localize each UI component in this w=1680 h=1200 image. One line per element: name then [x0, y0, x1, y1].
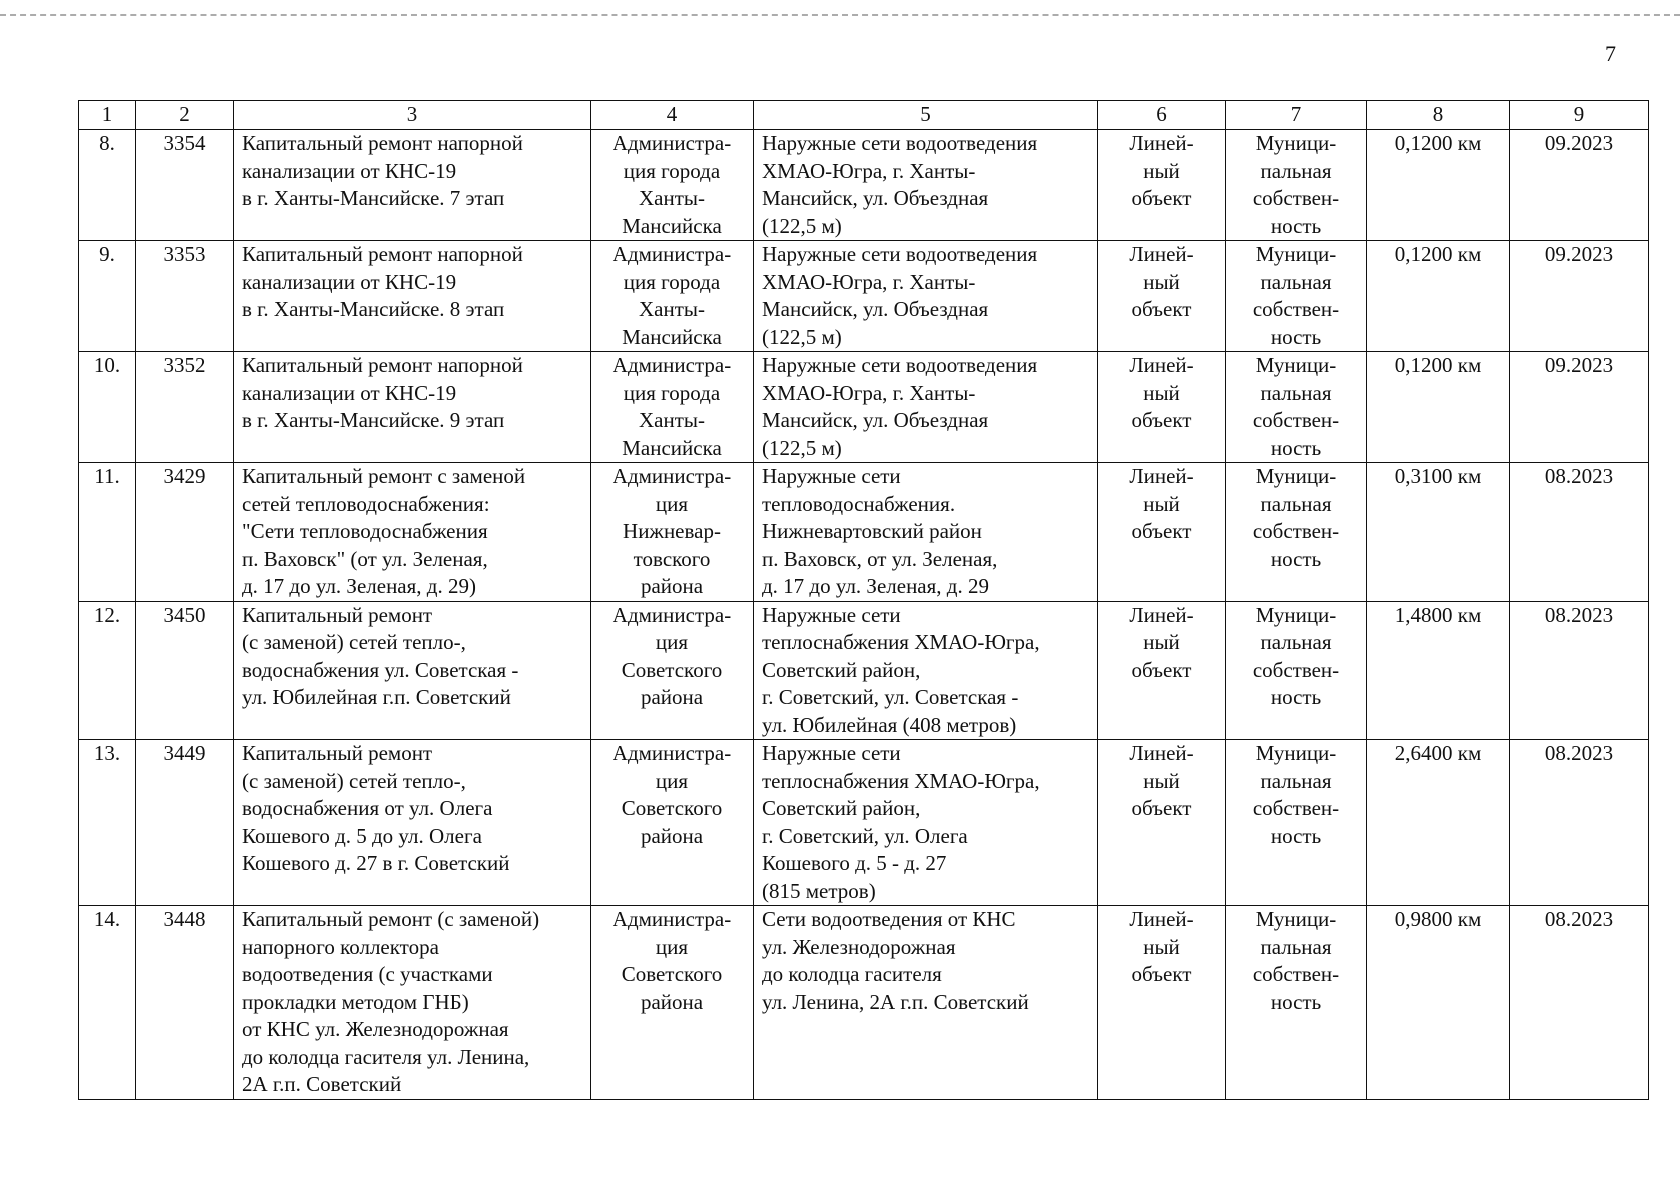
object-length: 2,6400 км [1367, 740, 1510, 906]
ownership-type: Муници- пальная собствен- ность [1226, 906, 1367, 1100]
row-number: 11. [79, 463, 136, 602]
column-header: 1 [79, 101, 136, 130]
row-number: 14. [79, 906, 136, 1100]
object-id: 3352 [136, 352, 234, 463]
page-number: 7 [1605, 41, 1616, 66]
column-header: 6 [1098, 101, 1226, 130]
object-name: Капитальный ремонт (с заменой) сетей тепло-, водоснабжения от ул. Олега Кошевого д. 5 до ул. Олега Кошевого д. 27 в г. Советский [234, 740, 591, 906]
completion-date: 08.2023 [1510, 601, 1649, 740]
object-id: 3429 [136, 463, 234, 602]
ownership-type: Муници- пальная собствен- ность [1226, 352, 1367, 463]
table-row [79, 352, 1649, 463]
completion-date: 08.2023 [1510, 740, 1649, 906]
object-name: Капитальный ремонт с заменой сетей тепловодоснабжения: "Сети тепловодоснабжения п. Ваховск" (от ул. Зеленая, д. 17 до ул. Зеленая, д. 29) [234, 463, 591, 602]
ownership-type: Муници- пальная собствен- ность [1226, 241, 1367, 352]
object-address: Наружные сети водоотведения ХМАО-Югра, г. Ханты- Мансийск, ул. Объездная (122,5 м) [754, 130, 1098, 241]
object-type: Линей- ный объект [1098, 352, 1226, 463]
object-type: Линей- ный объект [1098, 241, 1226, 352]
completion-date: 09.2023 [1510, 352, 1649, 463]
row-number: 9. [79, 241, 136, 352]
column-header: 3 [234, 101, 591, 130]
table-row [79, 241, 1649, 352]
column-header: 9 [1510, 101, 1649, 130]
object-type: Линей- ный объект [1098, 130, 1226, 241]
object-type: Линей- ный объект [1098, 601, 1226, 740]
object-name: Капитальный ремонт напорной канализации от КНС-19 в г. Ханты-Мансийске. 7 этап [234, 130, 591, 241]
object-length: 0,1200 км [1367, 241, 1510, 352]
object-length: 1,4800 км [1367, 601, 1510, 740]
column-header: 5 [754, 101, 1098, 130]
object-address: Сети водоотведения от КНС ул. Железнодорожная до колодца гасителя ул. Ленина, 2А г.п. Советский [754, 906, 1098, 1100]
completion-date: 09.2023 [1510, 241, 1649, 352]
row-number: 8. [79, 130, 136, 241]
client-name: Администра- ция города Ханты- Мансийска [591, 352, 754, 463]
row-number: 13. [79, 740, 136, 906]
client-name: Администра- ция города Ханты- Мансийска [591, 130, 754, 241]
object-length: 0,1200 км [1367, 130, 1510, 241]
object-name: Капитальный ремонт (с заменой) сетей тепло-, водоснабжения ул. Советская - ул. Юбилейная г.п. Советский [234, 601, 591, 740]
object-id: 3448 [136, 906, 234, 1100]
object-length: 0,1200 км [1367, 352, 1510, 463]
column-header: 7 [1226, 101, 1367, 130]
ownership-type: Муници- пальная собствен- ность [1226, 601, 1367, 740]
object-id: 3353 [136, 241, 234, 352]
row-number: 10. [79, 352, 136, 463]
client-name: Администра- ция Советского района [591, 906, 754, 1100]
completion-date: 08.2023 [1510, 906, 1649, 1100]
object-type: Линей- ный объект [1098, 463, 1226, 602]
ownership-type: Муници- пальная собствен- ность [1226, 463, 1367, 602]
object-name: Капитальный ремонт напорной канализации от КНС-19 в г. Ханты-Мансийске. 9 этап [234, 352, 591, 463]
table-header-row [79, 101, 1649, 130]
object-address: Наружные сети теплоснабжения ХМАО-Югра, Советский район, г. Советский, ул. Олега Кошевого д. 5 - д. 27 (815 метров) [754, 740, 1098, 906]
completion-date: 09.2023 [1510, 130, 1649, 241]
object-address: Наружные сети водоотведения ХМАО-Югра, г. Ханты- Мансийск, ул. Объездная (122,5 м) [754, 352, 1098, 463]
object-type: Линей- ный объект [1098, 906, 1226, 1100]
row-number: 12. [79, 601, 136, 740]
column-header: 8 [1367, 101, 1510, 130]
object-id: 3450 [136, 601, 234, 740]
ownership-type: Муници- пальная собствен- ность [1226, 130, 1367, 241]
object-name: Капитальный ремонт напорной канализации от КНС-19 в г. Ханты-Мансийске. 8 этап [234, 241, 591, 352]
completion-date: 08.2023 [1510, 463, 1649, 602]
table-row [79, 463, 1649, 602]
scan-edge-line [0, 14, 1680, 20]
table-row [79, 906, 1649, 1100]
object-name: Капитальный ремонт (с заменой) напорного коллектора водоотведения (с участками прокладки методом ГНБ) от КНС ул. Железнодорожная до колодца гасителя ул. Ленина, 2А г.п. Советский [234, 906, 591, 1100]
object-length: 0,9800 км [1367, 906, 1510, 1100]
client-name: Администра- ция Советского района [591, 601, 754, 740]
client-name: Администра- ция города Ханты- Мансийска [591, 241, 754, 352]
object-id: 3354 [136, 130, 234, 241]
client-name: Администра- ция Нижневар- товского района [591, 463, 754, 602]
object-address: Наружные сети тепловодоснабжения. Нижневартовский район п. Ваховск, от ул. Зеленая, д. 17 до ул. Зеленая, д. 29 [754, 463, 1098, 602]
table-row [79, 601, 1649, 740]
column-header: 2 [136, 101, 234, 130]
table-row [79, 130, 1649, 241]
object-type: Линей- ный объект [1098, 740, 1226, 906]
client-name: Администра- ция Советского района [591, 740, 754, 906]
object-length: 0,3100 км [1367, 463, 1510, 602]
object-address: Наружные сети водоотведения ХМАО-Югра, г. Ханты- Мансийск, ул. Объездная (122,5 м) [754, 241, 1098, 352]
column-header: 4 [591, 101, 754, 130]
ownership-type: Муници- пальная собствен- ность [1226, 740, 1367, 906]
table-row [79, 740, 1649, 906]
object-id: 3449 [136, 740, 234, 906]
object-address: Наружные сети теплоснабжения ХМАО-Югра, Советский район, г. Советский, ул. Советская - ул. Юбилейная (408 метров) [754, 601, 1098, 740]
objects-table [78, 100, 1649, 1100]
